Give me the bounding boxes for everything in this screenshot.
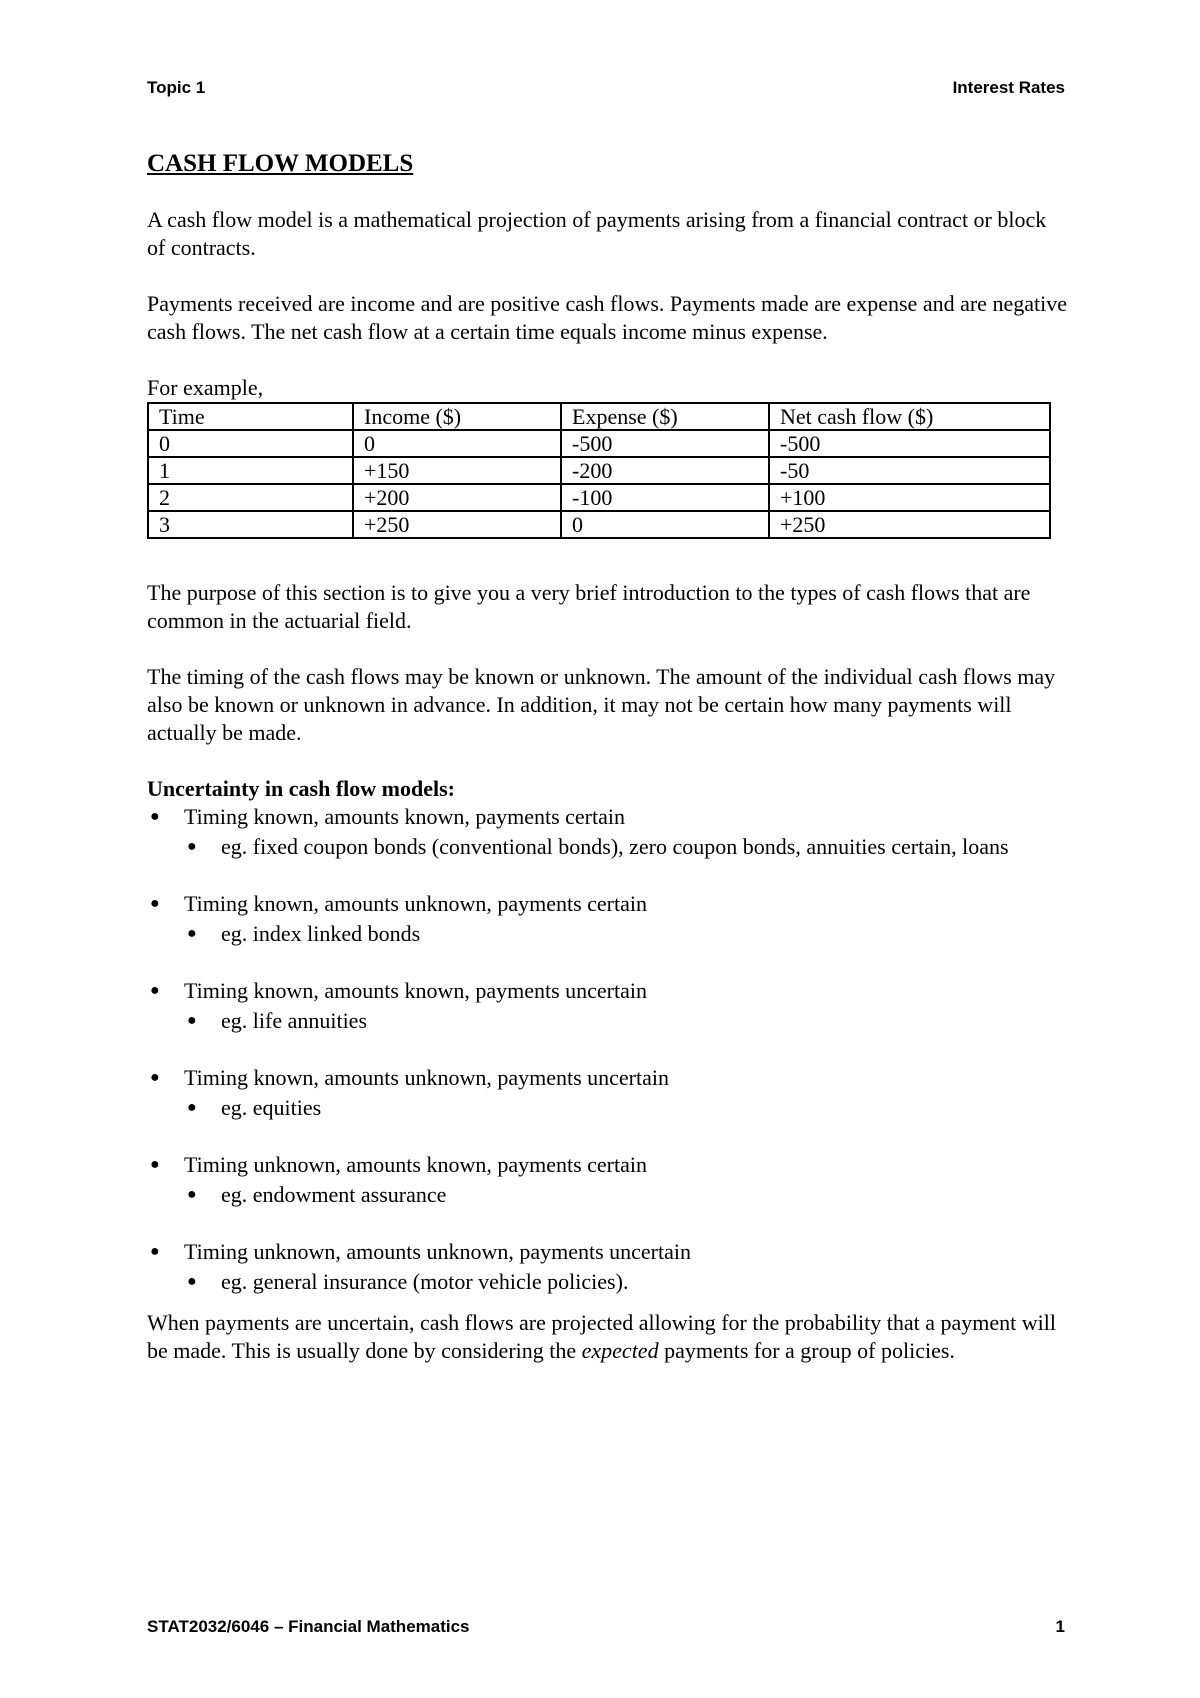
table-cell: +150 [353,457,561,484]
table-row [148,511,1050,538]
list-item-label: Timing known, amounts unknown, payments certain [184,891,647,916]
sub-list-item [184,920,1069,948]
document-body [147,148,1069,1393]
sub-list-item-text: eg. general insurance (motor vehicle policies). [221,1269,629,1294]
list-item [147,977,1069,1035]
timing-paragraph: The timing of the cash flows may be known or unknown. The amount of the individual cash flows may also be known or unknown in advance. In addition, it may not be certain how many payments will actually be made. [147,664,1056,745]
footer-course: STAT2032/6046 – Financial Mathematics [147,1617,470,1636]
sub-list-item [184,1007,1069,1035]
table-header-income: Income ($) [353,403,561,430]
bullet-icon: ● [150,1069,160,1086]
list-item [147,803,1069,861]
sub-list [184,1268,1069,1296]
table-cell: 0 [561,511,769,538]
table-cell: -50 [769,457,1050,484]
table-cell: 2 [148,484,353,511]
list-item-label: Timing unknown, amounts unknown, payments uncertain [184,1239,691,1264]
list-item [147,1151,1069,1209]
sub-list-item-text: eg. life annuities [221,1008,368,1033]
example-lead: For example, [147,375,264,400]
closing-paragraph [147,1309,1069,1365]
sub-list [184,920,1069,948]
table-row [148,457,1050,484]
table-cell: 0 [148,430,353,457]
bullet-icon: ● [150,1243,160,1260]
list-item-label: Timing known, amounts known, payments uncertain [184,978,647,1003]
list-item [147,1064,1069,1122]
bullet-icon: ● [187,838,197,855]
header-section: Interest Rates [952,78,1065,97]
sub-list-item [184,1181,1069,1209]
closing-emphasis: expected [581,1338,659,1363]
table-header-net: Net cash flow ($) [769,403,1050,430]
list-item-label: Timing known, amounts unknown, payments uncertain [184,1065,669,1090]
sub-list [184,1181,1069,1209]
table-header-expense: Expense ($) [561,403,769,430]
table-cell: -200 [561,457,769,484]
uncertainty-heading: Uncertainty in cash flow models: [147,776,455,801]
uncertainty-list [147,803,1069,1296]
table-header-time: Time [148,403,353,430]
page-title: CASH FLOW MODELS [147,150,414,177]
closing-text-before: When payments are uncertain, cash flows are projected allowing for the probability that a payment will be made. This is usually done by considering the [147,1310,1057,1363]
table-cell: +250 [769,511,1050,538]
sub-list-item [184,833,1069,861]
bullet-icon: ● [187,1273,197,1290]
page-number: 1 [1055,1617,1065,1636]
list-item-label: Timing known, amounts known, payments certain [184,804,625,829]
page-header [147,78,1065,98]
table-cell: +100 [769,484,1050,511]
sub-list-item-text: eg. fixed coupon bonds (conventional bonds), zero coupon bonds, annuities certain, loans [221,834,1009,859]
sub-list-item-text: eg. equities [221,1095,322,1120]
list-item [147,1238,1069,1296]
bullet-icon: ● [150,982,160,999]
bullet-icon: ● [150,808,160,825]
table-row [148,430,1050,457]
sub-list [184,1094,1069,1122]
closing-text-after: payments for a group of policies. [658,1338,955,1363]
list-item-label: Timing unknown, amounts known, payments certain [184,1152,647,1177]
table-cell: -500 [561,430,769,457]
bullet-icon: ● [187,1186,197,1203]
table-cell: -100 [561,484,769,511]
header-topic: Topic 1 [147,78,206,97]
bullet-icon: ● [187,1099,197,1116]
list-item [147,890,1069,948]
sub-list-item [184,1094,1069,1122]
sub-list [184,1007,1069,1035]
sub-list-item-text: eg. index linked bonds [221,921,421,946]
sub-list [184,833,1069,861]
sub-list-item [184,1268,1069,1296]
table-row [148,484,1050,511]
table-cell: 3 [148,511,353,538]
table-cell: 1 [148,457,353,484]
intro-paragraph: A cash flow model is a mathematical projection of payments arising from a financial contract or block of contracts. [147,207,1047,260]
table-cell: +250 [353,511,561,538]
sub-list-item-text: eg. endowment assurance [221,1182,447,1207]
bullet-icon: ● [187,925,197,942]
income-expense-paragraph: Payments received are income and are positive cash flows. Payments made are expense and are negative cash flows. The net cash flow at a certain time equals income minus expense. [147,291,1067,344]
cash-flow-table [147,402,1051,539]
table-cell: -500 [769,430,1050,457]
table-header-row [148,403,1050,430]
purpose-paragraph: The purpose of this section is to give you a very brief introduction to the types of cash flows that are common in the actuarial field. [147,580,1031,633]
bullet-icon: ● [150,1156,160,1173]
bullet-icon: ● [150,895,160,912]
table-cell: 0 [353,430,561,457]
bullet-icon: ● [187,1012,197,1029]
table-cell: +200 [353,484,561,511]
page-footer [147,1617,1065,1637]
